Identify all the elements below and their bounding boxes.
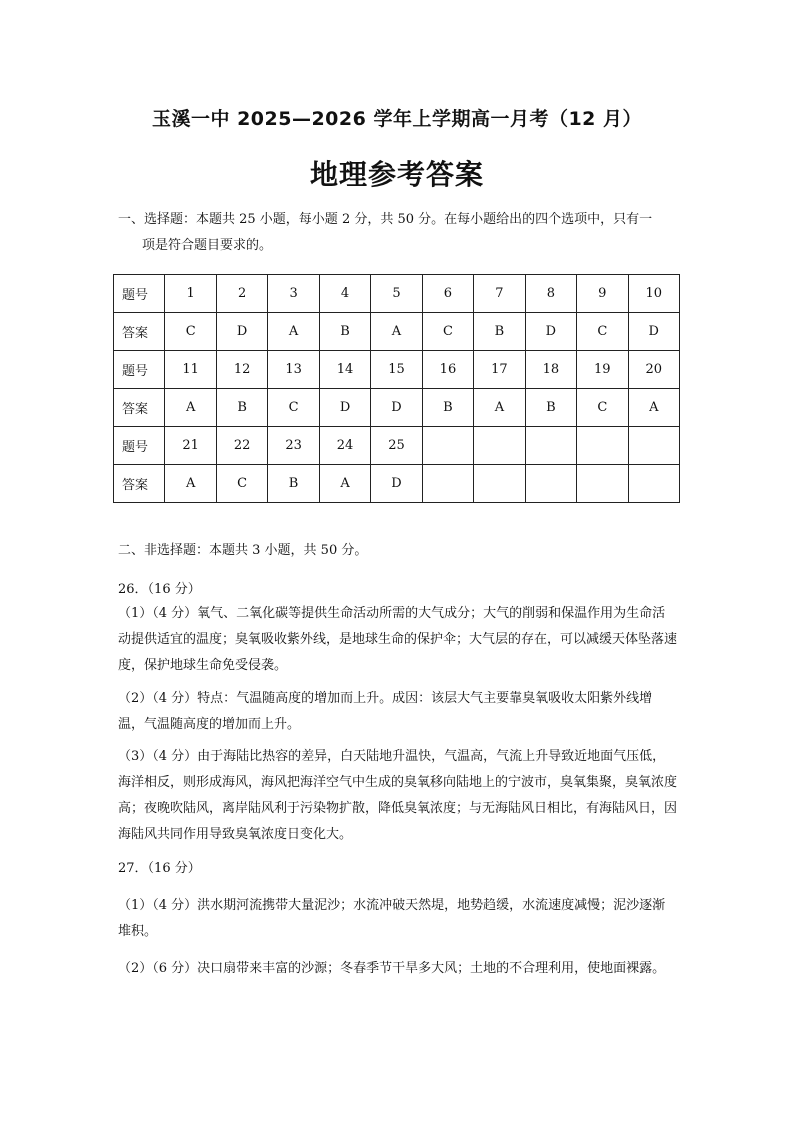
table-cell: 4 <box>319 275 370 313</box>
row-header-cell: 答案 <box>114 313 165 351</box>
table-cell: 3 <box>268 275 319 313</box>
row-header-cell: 答案 <box>114 465 165 503</box>
section1-line2: 项是符合题目要求的。 <box>142 238 273 253</box>
table-cell: 9 <box>577 275 628 313</box>
table-cell: A <box>165 389 216 427</box>
table-cell <box>422 427 473 465</box>
table-cell: C <box>165 313 216 351</box>
table-cell: 10 <box>628 275 679 313</box>
table-cell: A <box>165 465 216 503</box>
table-cell: A <box>474 389 525 427</box>
table-cell: C <box>268 389 319 427</box>
table-cell: 20 <box>628 351 679 389</box>
table-cell: 17 <box>474 351 525 389</box>
table-cell: C <box>577 313 628 351</box>
table-cell <box>474 465 525 503</box>
q26-part1: （1）（4 分）氧气、二氧化碳等提供生命活动所需的大气成分；大气的削弱和保温作用为生命活动提供适宜的温度；臭氧吸收紫外线，是地球生命的保护伞；大气层的存在，可以减缓天体坠落速度，保护地球生命免受侵袭。 <box>118 606 678 673</box>
q27-heading: 27．（16 分） <box>118 861 201 876</box>
section1-instructions <box>118 207 678 259</box>
row-header-cell: 题号 <box>114 275 165 313</box>
table-cell <box>474 427 525 465</box>
page-title: 地理参考答案 <box>309 158 484 191</box>
section1-line1: 一、选择题：本题共 25 小题，每小题 2 分，共 50 分。在每小题给出的四个选项中，只有一 <box>118 212 653 227</box>
table-cell: 19 <box>577 351 628 389</box>
table-cell: C <box>577 389 628 427</box>
table-cell: D <box>371 389 422 427</box>
table-cell: A <box>268 313 319 351</box>
table-cell: B <box>319 313 370 351</box>
table-cell: D <box>525 313 576 351</box>
table-cell: D <box>216 313 267 351</box>
table-cell: A <box>371 313 422 351</box>
table-cell <box>422 465 473 503</box>
table-row <box>114 389 680 427</box>
q27-part2: （2）（6 分）决口扇带来丰富的沙源；冬春季节干旱多大风；土地的不合理利用，使地面裸露。 <box>118 961 666 976</box>
table-cell <box>577 465 628 503</box>
table-cell: B <box>525 389 576 427</box>
table-cell: 22 <box>216 427 267 465</box>
table-cell: D <box>371 465 422 503</box>
table-cell: B <box>474 313 525 351</box>
table-cell <box>525 465 576 503</box>
table-row <box>114 275 680 313</box>
table-row <box>114 427 680 465</box>
table-row <box>114 313 680 351</box>
table-cell: 24 <box>319 427 370 465</box>
table-cell: 6 <box>422 275 473 313</box>
row-header-cell: 题号 <box>114 427 165 465</box>
table-cell: B <box>422 389 473 427</box>
table-cell: D <box>319 389 370 427</box>
table-cell: 15 <box>371 351 422 389</box>
table-cell <box>628 427 679 465</box>
table-row <box>114 351 680 389</box>
table-cell: C <box>422 313 473 351</box>
table-cell: 16 <box>422 351 473 389</box>
table-cell: D <box>628 313 679 351</box>
table-cell: 7 <box>474 275 525 313</box>
table-cell: 25 <box>371 427 422 465</box>
table-cell: B <box>268 465 319 503</box>
table-cell: 12 <box>216 351 267 389</box>
table-cell: 14 <box>319 351 370 389</box>
q26-heading: 26．（16 分） <box>118 582 201 597</box>
table-cell <box>525 427 576 465</box>
q26-part3: （3）（4 分）由于海陆比热容的差异，白天陆地升温快，气温高，气流上升导致近地面气压低，海洋相反，则形成海风，海风把海洋空气中生成的臭氧移向陆地上的宁波市，臭氧集聚，臭氧浓度高；夜晚吹陆风，离岸陆风利于污染物扩散，降低臭氧浓度；与无海陆风日相比，有海陆风日，因海陆风共同作用导致臭氧浓度日变化大。 <box>118 749 678 842</box>
table-cell: 5 <box>371 275 422 313</box>
table-cell: B <box>216 389 267 427</box>
table-cell: 11 <box>165 351 216 389</box>
row-header-cell: 题号 <box>114 351 165 389</box>
table-cell: C <box>216 465 267 503</box>
table-cell: 23 <box>268 427 319 465</box>
q27-part1: （1）（4 分）洪水期河流携带大量泥沙；水流冲破天然堤，地势趋缓，水流速度减慢；泥沙逐渐堆积。 <box>118 898 666 939</box>
table-cell: A <box>628 389 679 427</box>
table-cell: 1 <box>165 275 216 313</box>
table-row <box>114 465 680 503</box>
q26-part2: （2）（4 分）特点：气温随高度的增加而上升。成因：该层大气主要靠臭氧吸收太阳紫外线增温，气温随高度的增加而上升。 <box>118 691 653 732</box>
table-cell: 21 <box>165 427 216 465</box>
table-cell: 2 <box>216 275 267 313</box>
answer-table <box>113 274 680 503</box>
exam-title: 玉溪一中 2025—2026 学年上学期高一月考（12 月） <box>151 108 643 130</box>
table-cell: 18 <box>525 351 576 389</box>
section2-heading: 二、非选择题：本题共 3 小题，共 50 分。 <box>118 543 368 558</box>
table-cell <box>628 465 679 503</box>
table-cell <box>577 427 628 465</box>
table-cell: 13 <box>268 351 319 389</box>
table-cell: 8 <box>525 275 576 313</box>
row-header-cell: 答案 <box>114 389 165 427</box>
table-cell: A <box>319 465 370 503</box>
